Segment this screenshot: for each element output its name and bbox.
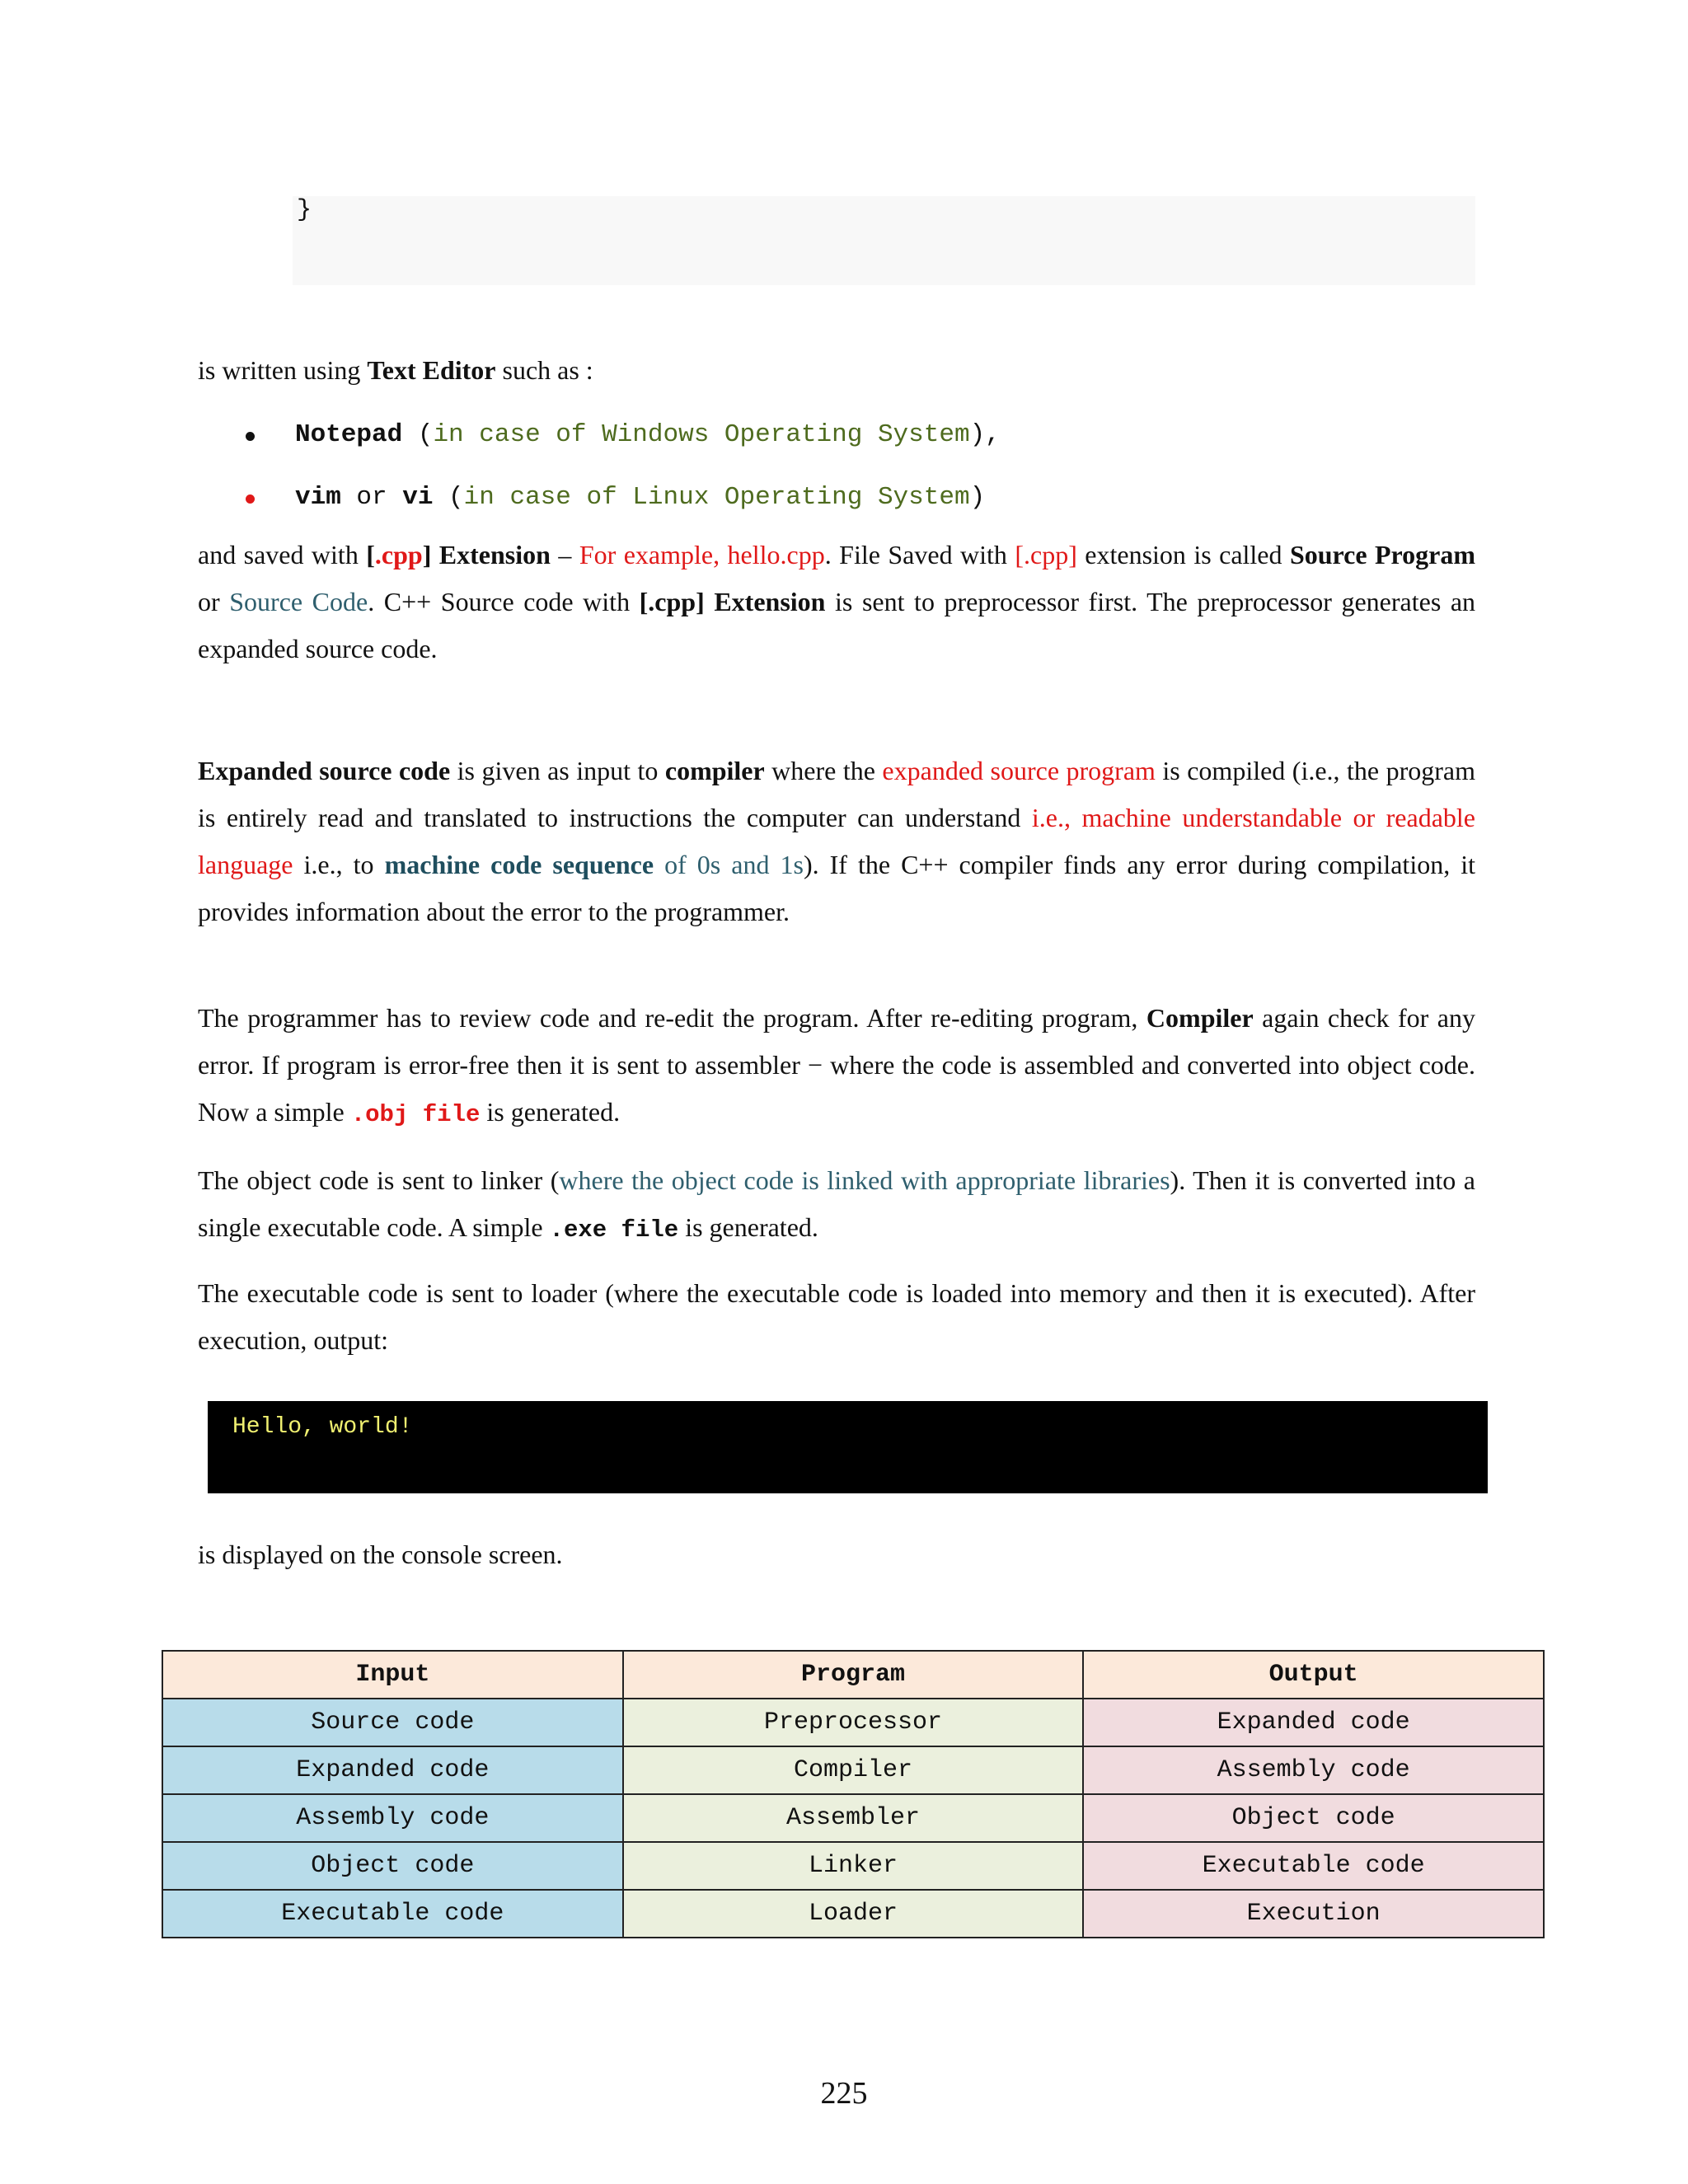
cell-program: Linker xyxy=(623,1842,1084,1890)
cell-output: Execution xyxy=(1083,1890,1544,1938)
paragraph-saved-extension xyxy=(198,532,1475,673)
text: ). Then it is converted into a single executable code. A simple xyxy=(198,1165,1476,1242)
cell-program: Compiler xyxy=(623,1746,1084,1794)
cell-program: Preprocessor xyxy=(623,1699,1084,1746)
header-input: Input xyxy=(162,1651,623,1699)
bullet-editor-name: Notepad xyxy=(295,420,403,449)
text-teal-bold: machine code sequence xyxy=(384,850,654,879)
code-closing-brace: } xyxy=(297,196,312,224)
bullet-paren-close: ), xyxy=(969,420,1001,449)
text-bold: ] Extension xyxy=(422,540,551,569)
intro-paragraph xyxy=(198,347,1475,394)
bullet-dot-icon xyxy=(246,432,255,441)
bullet-note: in case of Windows Operating System xyxy=(433,420,970,449)
bullet-paren-open: ( xyxy=(433,483,464,512)
text-bold: [.cpp] Extension xyxy=(639,587,826,616)
bullet-dot-icon xyxy=(246,494,255,504)
text-teal: where the object code is linked with appropriate libraries xyxy=(559,1165,1170,1195)
bullet-text xyxy=(295,483,985,512)
text: where the xyxy=(764,756,883,785)
cell-input: Expanded code xyxy=(162,1746,623,1794)
intro-text-2: such as : xyxy=(495,355,593,385)
console-output-text: Hello, world! xyxy=(232,1414,413,1440)
cell-output: Object code xyxy=(1083,1794,1544,1842)
text: is generated. xyxy=(480,1097,621,1127)
cell-input: Executable code xyxy=(162,1890,623,1938)
paragraph-linker xyxy=(198,1157,1475,1254)
text-red: For example, hello.cpp xyxy=(579,540,825,569)
cell-input: Source code xyxy=(162,1699,623,1746)
text: is compiled (i.e., the program is entirely read and translated to instructions the computer can understand xyxy=(198,756,1476,832)
intro-text-1: is written using xyxy=(198,355,368,385)
cell-program: Assembler xyxy=(623,1794,1084,1842)
code-exe-file: .exe file xyxy=(549,1216,679,1244)
text: or xyxy=(198,587,230,616)
bullet-paren-close: ) xyxy=(969,483,986,512)
text: ). If the C++ compiler finds any error during compilation, it provides information about the error to the programmer. xyxy=(198,850,1476,926)
text: – xyxy=(550,540,579,569)
table-header-row xyxy=(162,1651,1544,1699)
paragraph-loader xyxy=(198,1270,1475,1364)
text: extension is called xyxy=(1076,540,1290,569)
text: . C++ Source code with xyxy=(368,587,640,616)
paragraph-displayed xyxy=(198,1531,1475,1578)
text-bold: [ xyxy=(366,540,375,569)
text-red: [.cpp] xyxy=(1015,540,1077,569)
text-bold-red: .cpp xyxy=(374,540,423,569)
bullet-or: or xyxy=(340,483,403,512)
table-row xyxy=(162,1746,1544,1794)
text: is displayed on the console screen. xyxy=(198,1540,563,1569)
text: and saved with xyxy=(198,540,367,569)
bullet-editor-name-2: vi xyxy=(402,483,434,512)
table-row xyxy=(162,1794,1544,1842)
text: is sent to preprocessor first. The preprocessor generates an expanded source code. xyxy=(198,587,1476,663)
text: again check for any error. If program is error-free then it is sent to assembler − where the code is assembled and converted into object code. Now a simple xyxy=(198,1003,1476,1127)
text-bold: compiler xyxy=(664,756,765,785)
text-teal: of 0s and 1s xyxy=(654,850,804,879)
code-block xyxy=(293,196,1475,285)
text-red: i.e., machine understandable or readable language xyxy=(198,803,1476,879)
cell-input: Assembly code xyxy=(162,1794,623,1842)
cell-program: Loader xyxy=(623,1890,1084,1938)
cell-input: Object code xyxy=(162,1842,623,1890)
text: is generated. xyxy=(678,1212,818,1242)
text: is given as input to xyxy=(450,756,665,785)
bullet-editor-name: vim xyxy=(295,483,341,512)
cell-output: Expanded code xyxy=(1083,1699,1544,1746)
text-bold: Source Program xyxy=(1289,540,1476,569)
table-row xyxy=(162,1699,1544,1746)
intro-text-editor: Text Editor xyxy=(367,355,496,385)
page-number: 225 xyxy=(820,2076,868,2111)
paragraph-expanded-source xyxy=(198,748,1475,935)
compilation-flow-table xyxy=(162,1650,1545,1938)
code-obj-file: .obj file xyxy=(350,1101,481,1128)
text: i.e., to xyxy=(293,850,385,879)
cell-output: Assembly code xyxy=(1083,1746,1544,1794)
console-output-box xyxy=(208,1401,1488,1493)
cell-output: Executable code xyxy=(1083,1842,1544,1890)
paragraph-review-code xyxy=(198,995,1475,1138)
table-row xyxy=(162,1890,1544,1938)
text-teal: Source Code xyxy=(229,587,368,616)
text: The executable code is sent to loader (where the executable code is loaded into memory and then it is executed). After execution, output: xyxy=(198,1278,1475,1355)
text: The programmer has to review code and re-edit the program. After re-editing program, xyxy=(198,1003,1146,1033)
bullet-paren-open: ( xyxy=(402,420,434,449)
bullet-text xyxy=(295,420,1001,449)
header-output: Output xyxy=(1083,1651,1544,1699)
text: . File Saved with xyxy=(824,540,1015,569)
text-bold: Expanded source code xyxy=(198,756,451,785)
bullet-note: in case of Linux Operating System xyxy=(463,483,970,512)
text-red: expanded source program xyxy=(882,756,1156,785)
text: The object code is sent to linker ( xyxy=(198,1165,560,1195)
header-program: Program xyxy=(623,1651,1084,1699)
table-row xyxy=(162,1842,1544,1890)
text-bold: Compiler xyxy=(1146,1003,1254,1033)
